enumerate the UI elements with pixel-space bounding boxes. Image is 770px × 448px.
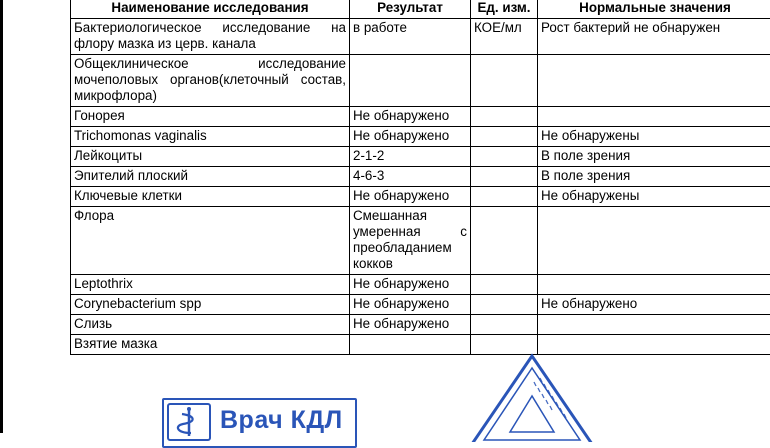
doctor-stamp <box>162 398 357 448</box>
row-unit: КОЕ/мл <box>471 19 538 55</box>
row-name: Общеклиническое исследование мочеполовых органов(клеточный состав, микрофлора) <box>71 55 350 107</box>
row-norm: В поле зрения <box>538 147 770 167</box>
table-row <box>71 335 770 355</box>
header-unit: Ед. изм. <box>471 0 538 19</box>
table-row <box>71 295 770 315</box>
triangle-seal-icon <box>470 352 620 442</box>
header-result: Результат <box>350 0 471 19</box>
table-row <box>71 207 770 275</box>
row-unit <box>471 147 538 167</box>
row-name: Взятие мазка <box>71 335 350 355</box>
row-unit <box>471 55 538 107</box>
row-unit <box>471 207 538 275</box>
row-name: Эпителий плоский <box>71 167 350 187</box>
row-unit <box>471 295 538 315</box>
row-name: Ключевые клетки <box>71 187 350 207</box>
row-result: Смешанная умеренная с преобладанием кокков <box>350 207 471 275</box>
row-result: в работе <box>350 19 471 55</box>
row-norm <box>538 275 770 295</box>
row-result <box>350 55 471 107</box>
row-norm: Не обнаружены <box>538 187 770 207</box>
row-name: Corynebacterium spp <box>71 295 350 315</box>
header-name: Наименование исследования <box>71 0 350 19</box>
row-result: Не обнаружено <box>350 275 471 295</box>
table-header-row <box>71 0 770 19</box>
row-norm: Не обнаружены <box>538 127 770 147</box>
row-result: Не обнаружено <box>350 187 471 207</box>
row-unit <box>471 127 538 147</box>
row-name: Флора <box>71 207 350 275</box>
row-unit <box>471 275 538 295</box>
row-result: Не обнаружено <box>350 127 471 147</box>
row-unit <box>471 315 538 335</box>
results-table <box>70 0 770 355</box>
row-name: Бактериологическое исследование на флору мазка из церв. канала <box>71 19 350 55</box>
row-result: 2-1-2 <box>350 147 471 167</box>
table-row <box>71 107 770 127</box>
row-name: Trichomonas vaginalis <box>71 127 350 147</box>
row-name: Гонорея <box>71 107 350 127</box>
row-result: Не обнаружено <box>350 295 471 315</box>
row-result <box>350 335 471 355</box>
row-norm: В поле зрения <box>538 167 770 187</box>
row-unit <box>471 167 538 187</box>
caduceus-icon <box>167 403 211 441</box>
table-row <box>71 55 770 107</box>
table-row <box>71 187 770 207</box>
table-row <box>71 127 770 147</box>
row-result: Не обнаружено <box>350 107 471 127</box>
page-edge-rule <box>0 0 3 433</box>
table-row <box>71 147 770 167</box>
row-name: Leptothrix <box>71 275 350 295</box>
table-row <box>71 275 770 295</box>
row-norm <box>538 107 770 127</box>
row-unit <box>471 107 538 127</box>
row-unit <box>471 187 538 207</box>
stamp-text: Врач КДЛ <box>220 406 343 435</box>
row-name: Лейкоциты <box>71 147 350 167</box>
row-name: Слизь <box>71 315 350 335</box>
row-result: 4-6-3 <box>350 167 471 187</box>
header-norm: Нормальные значения <box>538 0 770 19</box>
table-row <box>71 315 770 335</box>
table-row <box>71 167 770 187</box>
row-norm <box>538 315 770 335</box>
table-row <box>71 19 770 55</box>
row-norm <box>538 55 770 107</box>
row-norm <box>538 207 770 275</box>
row-result: Не обнаружено <box>350 315 471 335</box>
row-norm: Рост бактерий не обнаружен <box>538 19 770 55</box>
row-norm: Не обнаружено <box>538 295 770 315</box>
